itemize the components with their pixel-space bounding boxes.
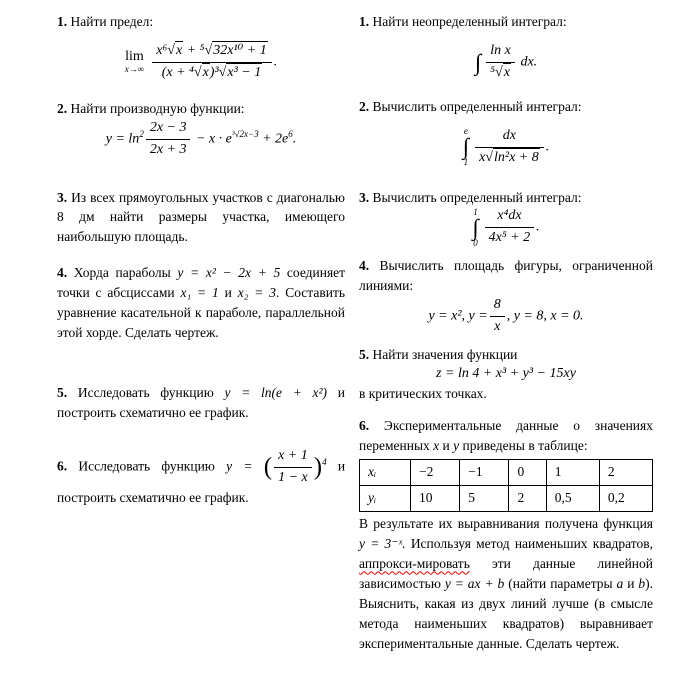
fraction-denominator xyxy=(152,63,272,83)
integral-sign: ∫ xyxy=(472,214,479,240)
text-fragment: и xyxy=(224,285,232,301)
critical-points-formula: z = ln 4 + x³ + y³ − 15xy xyxy=(436,365,576,381)
radical-sign: ³√ xyxy=(214,64,227,80)
fraction-denominator xyxy=(486,63,515,83)
math-fragment: a xyxy=(616,575,624,591)
problem-title-text: Вычислить площадь фигуры, ограниченной линиями: xyxy=(359,258,653,294)
derivative-formula xyxy=(57,119,345,160)
math-fragment: . xyxy=(545,139,550,155)
text-fragment: Найти значения функции xyxy=(372,346,518,362)
table-cell: −2 xyxy=(411,459,460,485)
text-fragment: эти данные линейной зависимостью xyxy=(359,555,653,591)
math-fragment: , y = 8, x = 0. xyxy=(506,308,584,324)
fraction-denominator xyxy=(475,148,544,168)
problem-text-continued xyxy=(359,514,653,654)
table-row-x xyxy=(360,459,653,485)
problem-title xyxy=(57,99,345,119)
problem-right-2 xyxy=(359,97,653,168)
text-fragment: Исследовать функцию xyxy=(77,385,214,401)
text-fragment: ). Выяснить, какая из двух линий лучше (в смысле метода наименьших квадратов) выравнивает экспериментальные данные. Сделать чертеж. xyxy=(359,575,654,651)
fraction-denominator: 1 − x xyxy=(278,470,308,486)
exponent: 4 xyxy=(322,457,327,468)
problem-number: 6. xyxy=(57,458,68,474)
math-fragment: x√ xyxy=(479,149,493,165)
table-cell: 0 xyxy=(509,459,546,485)
text-fragment: (найти параметры xyxy=(508,575,613,591)
fraction xyxy=(486,42,515,83)
table-cell: 0,5 xyxy=(546,485,599,511)
text-fragment: и xyxy=(442,437,450,453)
left-paren: ( xyxy=(263,453,273,481)
problem-right-6 xyxy=(359,416,653,654)
integral-lower-limit: 0 xyxy=(473,237,478,248)
text-fragment: и xyxy=(627,575,635,591)
lim-text: lim xyxy=(125,49,144,65)
problem-text xyxy=(57,188,345,248)
fraction-numerator: 8 xyxy=(490,296,505,317)
math-fragment: y = ln(e + x²) xyxy=(224,385,328,401)
problem-left-1 xyxy=(57,12,345,83)
table-cell: 0,2 xyxy=(599,485,652,511)
experimental-data-table xyxy=(359,459,653,512)
definite-integral-formula xyxy=(359,127,653,168)
problem-number: 4. xyxy=(359,258,370,274)
text-fragment: Из всех прямоугольных участков с диагональю 8 дм найти размеры участка, имеющего наибольшую площадь. xyxy=(57,189,345,245)
radicand: x³ − 1 xyxy=(227,64,262,80)
problem-title xyxy=(359,256,653,296)
problem-title-text: Вычислить определенный интеграл: xyxy=(372,98,582,114)
right-column xyxy=(359,12,653,698)
integral-upper-limit: 1 xyxy=(473,206,478,217)
math-fragment: y = ln xyxy=(105,131,140,147)
problem-left-4 xyxy=(57,263,345,343)
math-fragment: . xyxy=(273,54,278,70)
table-row-label: xᵢ xyxy=(360,459,411,485)
math-fragment: dx. xyxy=(520,54,538,70)
lim-subscript: x→∞ xyxy=(124,63,145,74)
math-fragment: b xyxy=(638,575,646,591)
problem-number: 3. xyxy=(359,189,370,205)
math-fragment: (x + xyxy=(161,64,186,80)
table-row-label: yᵢ xyxy=(360,485,411,511)
text-fragment: Исследовать функцию xyxy=(78,458,215,474)
text-fragment: соединяет точки с абсциссами xyxy=(57,265,346,301)
text-fragment: в критических точках. xyxy=(359,385,487,401)
math-fragment: x xyxy=(433,437,440,453)
text-fragment: и построить схематично ее график. xyxy=(57,385,345,421)
right-paren: ) xyxy=(313,453,323,481)
problem-title-text: Вычислить определенный интеграл: xyxy=(372,189,582,205)
problem-left-2 xyxy=(57,99,345,160)
definite-integral xyxy=(472,208,478,248)
problem-number: 3. xyxy=(57,189,68,205)
table-cell: 2 xyxy=(599,459,652,485)
problem-title xyxy=(359,97,653,117)
area-lines-formula xyxy=(359,296,653,337)
definite-integral-formula xyxy=(359,207,653,248)
indefinite-integral-formula xyxy=(359,42,653,83)
integral-lower-limit: 1 xyxy=(463,157,469,168)
math-fragment: y = ax + b xyxy=(444,575,505,591)
fraction xyxy=(490,296,505,337)
problem-left-6 xyxy=(57,447,345,508)
fraction xyxy=(152,42,272,83)
table-cell: 10 xyxy=(411,485,460,511)
problem-number: 4. xyxy=(57,265,68,281)
problem-title-text: Найти производную функции: xyxy=(70,100,245,116)
math-fragment: y = x², y = xyxy=(428,308,488,324)
text-fragment: Используя метод наименьших квадратов, xyxy=(410,535,654,551)
fraction xyxy=(475,127,544,168)
problem-number: 1. xyxy=(359,14,370,29)
fraction-numerator: 2x − 3 xyxy=(146,119,191,140)
problem-left-3 xyxy=(57,188,345,248)
problem-number: 2. xyxy=(57,100,68,116)
definite-integral xyxy=(463,127,469,167)
table-cell: −1 xyxy=(460,459,509,485)
table-cell: 5 xyxy=(460,485,509,511)
radical-sign: ⁵√ xyxy=(199,42,213,58)
fraction-denominator: 4x⁵ + 2 xyxy=(488,230,531,246)
integral-sign: ∫ xyxy=(474,49,482,75)
text-fragment: В результате их выравнивания получена функция xyxy=(359,515,653,531)
math-fragment: . xyxy=(292,131,297,147)
text-fragment: . Составить уравнение касательной к параболе, параллельной этой хорде. Сделать чертеж. xyxy=(57,285,345,341)
fraction xyxy=(274,447,312,488)
fraction-numerator: ln x xyxy=(486,42,515,63)
problem-number: 5. xyxy=(359,346,370,362)
problem-text xyxy=(359,416,653,456)
limit-formula xyxy=(57,42,345,83)
problem-title xyxy=(359,188,653,208)
exponent: 2 xyxy=(139,128,144,139)
exponent-radical: ³√2x−3 xyxy=(231,128,259,139)
math-fragment: − x · e xyxy=(195,131,232,147)
radicand: x xyxy=(175,42,183,58)
fraction xyxy=(485,207,535,248)
problem-number: 5. xyxy=(57,385,68,401)
math-fragment: x xyxy=(156,42,163,58)
radical-sign: ⁵√ xyxy=(490,64,503,80)
math-fragment: x₂ = 3 xyxy=(237,285,276,301)
math-fragment: y = x² − 2x + 5 xyxy=(177,265,281,281)
table-cell: 1 xyxy=(546,459,599,485)
problem-right-5 xyxy=(359,345,653,404)
text-fragment: Экспериментальные данные о значениях переменных xyxy=(359,417,653,453)
text-fragment: построить схематично ее график. xyxy=(57,490,249,505)
problem-right-3 xyxy=(359,188,653,249)
problem-right-1 xyxy=(359,12,653,83)
fraction-numerator: x⁴dx xyxy=(485,207,535,228)
problem-number: 2. xyxy=(359,98,370,114)
math-fragment: . xyxy=(536,220,540,236)
integral-upper-limit: e xyxy=(463,126,468,137)
fraction-denominator: 2x + 3 xyxy=(149,141,187,157)
misspelled-word: аппрокси-мировать xyxy=(359,555,470,571)
fraction-numerator xyxy=(152,42,272,63)
math-fragment: ) xyxy=(209,64,215,80)
radicand: x xyxy=(202,64,209,80)
problem-text xyxy=(57,447,345,508)
fraction-denominator: x xyxy=(494,319,501,335)
radicand: 32x¹⁰ + 1 xyxy=(213,42,267,58)
problem-number: 6. xyxy=(359,417,370,433)
math-fragment: + xyxy=(186,42,197,58)
math-fragment: y = xyxy=(226,458,253,474)
fraction xyxy=(146,119,191,160)
fraction-numerator: x + 1 xyxy=(274,447,312,468)
limit-operator xyxy=(125,50,144,74)
math-fragment: y xyxy=(453,437,460,453)
problem-text xyxy=(57,383,345,423)
radicand: x xyxy=(503,64,510,80)
problem-title xyxy=(359,12,653,32)
problem-number: 1. xyxy=(57,14,68,29)
text-fragment: Хорда параболы xyxy=(73,265,171,281)
fraction-numerator: dx xyxy=(475,127,544,148)
math-fragment: + 2e xyxy=(262,131,289,147)
problem-title-text: Найти неопределенный интеграл: xyxy=(372,14,567,29)
math-fragment: x₁ = 1 xyxy=(180,285,219,301)
exponent: 6 xyxy=(288,128,293,139)
problem-left-5 xyxy=(57,383,345,423)
table-row-y xyxy=(360,485,653,511)
problem-right-4 xyxy=(359,256,653,337)
integral-sign: ∫ xyxy=(462,134,470,160)
math-fragment: y = 3⁻ˣ. xyxy=(359,535,406,551)
problem-text xyxy=(359,345,653,365)
table-cell: 2 xyxy=(509,485,546,511)
radical-sign: ⁶√ xyxy=(162,42,175,58)
radical-sign: ⁴√ xyxy=(189,64,202,80)
text-fragment: приведены в таблице: xyxy=(462,437,588,453)
problem-title xyxy=(57,12,345,32)
left-column xyxy=(57,12,345,698)
problem-title-text: Найти предел: xyxy=(70,14,154,29)
text-fragment: и xyxy=(337,458,346,474)
radicand: ln²x + 8 xyxy=(493,149,539,165)
problem-text xyxy=(57,263,345,343)
